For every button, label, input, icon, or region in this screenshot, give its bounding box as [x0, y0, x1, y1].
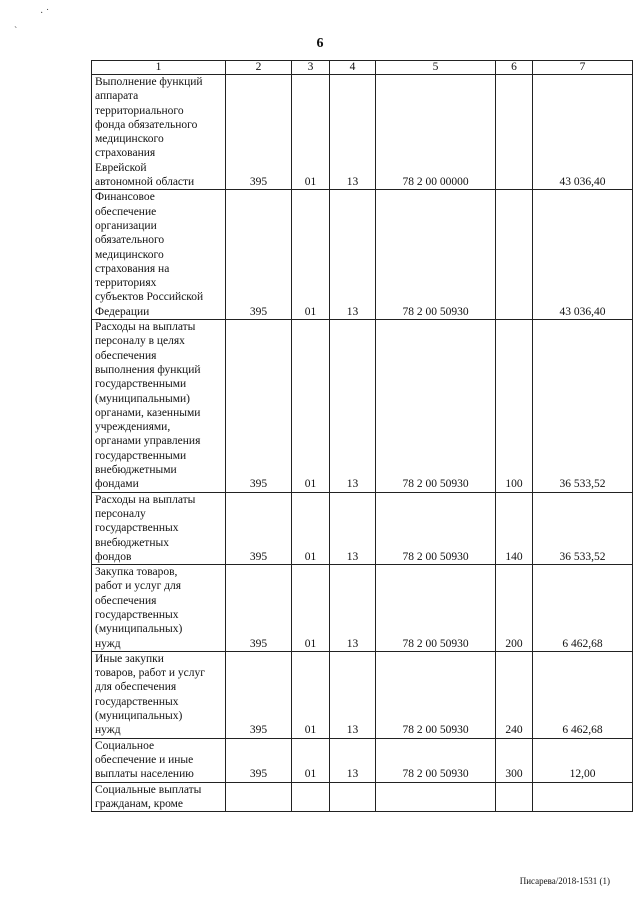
scan-mark-dash: ˋ: [14, 26, 18, 37]
amount: 43 036,40: [533, 75, 633, 190]
section-code: [292, 782, 330, 812]
expense-type-code: 200: [496, 565, 533, 652]
subsection-code: [330, 782, 376, 812]
section-code: 01: [292, 651, 330, 738]
section-code: 01: [292, 738, 330, 782]
expense-type-code: [496, 190, 533, 320]
expense-name: Выполнение функций аппарата территориального фонда обязательного медицинского страхования Еврейской автономной области: [92, 75, 226, 190]
expense-type-code: 240: [496, 651, 533, 738]
table-row: [92, 190, 633, 320]
subsection-code: 13: [330, 320, 376, 493]
amount: 12,00: [533, 738, 633, 782]
section-code: 01: [292, 75, 330, 190]
amount: 6 462,68: [533, 565, 633, 652]
table-row: [92, 492, 633, 564]
expense-type-code: [496, 782, 533, 812]
subsection-code: 13: [330, 492, 376, 564]
page-number: 6: [316, 36, 324, 51]
target-article-code: 78 2 00 50930: [376, 565, 496, 652]
ministry-code: [226, 782, 292, 812]
target-article-code: [376, 782, 496, 812]
document-code: Писарева/2018-1531 (1): [519, 876, 610, 886]
ministry-code: 395: [226, 75, 292, 190]
target-article-code: 78 2 00 50930: [376, 320, 496, 493]
expense-name: Закупка товаров, работ и услуг для обеспечения государственных (муниципальных) нужд: [92, 565, 226, 652]
target-article-code: 78 2 00 50930: [376, 738, 496, 782]
expense-type-code: 300: [496, 738, 533, 782]
scan-mark-dots: · ˙: [40, 8, 50, 19]
column-header: 6: [496, 61, 533, 75]
expense-type-code: 100: [496, 320, 533, 493]
subsection-code: 13: [330, 651, 376, 738]
subsection-code: 13: [330, 738, 376, 782]
target-article-code: 78 2 00 50930: [376, 190, 496, 320]
column-header: 5: [376, 61, 496, 75]
ministry-code: 395: [226, 190, 292, 320]
target-article-code: 78 2 00 50930: [376, 651, 496, 738]
amount: 36 533,52: [533, 492, 633, 564]
subsection-code: 13: [330, 190, 376, 320]
expense-name: Расходы на выплаты персоналу государственных внебюджетных фондов: [92, 492, 226, 564]
target-article-code: 78 2 00 00000: [376, 75, 496, 190]
table-row: [92, 651, 633, 738]
subsection-code: 13: [330, 75, 376, 190]
table-row: [92, 75, 633, 190]
amount: 43 036,40: [533, 190, 633, 320]
ministry-code: 395: [226, 320, 292, 493]
ministry-code: 395: [226, 738, 292, 782]
amount: 36 533,52: [533, 320, 633, 493]
table-row: [92, 738, 633, 782]
subsection-code: 13: [330, 565, 376, 652]
target-article-code: 78 2 00 50930: [376, 492, 496, 564]
ministry-code: 395: [226, 565, 292, 652]
expense-name: Социальное обеспечение и иные выплаты населению: [92, 738, 226, 782]
expense-name: Социальные выплаты гражданам, кроме: [92, 782, 226, 812]
table-row: [92, 782, 633, 812]
expense-name: Расходы на выплаты персоналу в целях обеспечения выполнения функций государственными (муниципальными) органами, казенными учреждениями, органами управления государственными внебюджетными фондами: [92, 320, 226, 493]
amount: 6 462,68: [533, 651, 633, 738]
table-header-row: [92, 61, 633, 75]
table-row: [92, 320, 633, 493]
expense-type-code: 140: [496, 492, 533, 564]
section-code: 01: [292, 492, 330, 564]
table-row: [92, 565, 633, 652]
budget-table: [91, 60, 633, 812]
ministry-code: 395: [226, 492, 292, 564]
column-header: 4: [330, 61, 376, 75]
section-code: 01: [292, 190, 330, 320]
ministry-code: 395: [226, 651, 292, 738]
amount: [533, 782, 633, 812]
expense-name: Иные закупки товаров, работ и услуг для обеспечения государственных (муниципальных) нужд: [92, 651, 226, 738]
column-header: 7: [533, 61, 633, 75]
section-code: 01: [292, 565, 330, 652]
column-header: 1: [92, 61, 226, 75]
column-header: 2: [226, 61, 292, 75]
section-code: 01: [292, 320, 330, 493]
expense-type-code: [496, 75, 533, 190]
column-header: 3: [292, 61, 330, 75]
expense-name: Финансовое обеспечение организации обязательного медицинского страхования на территориях субъектов Российской Федерации: [92, 190, 226, 320]
